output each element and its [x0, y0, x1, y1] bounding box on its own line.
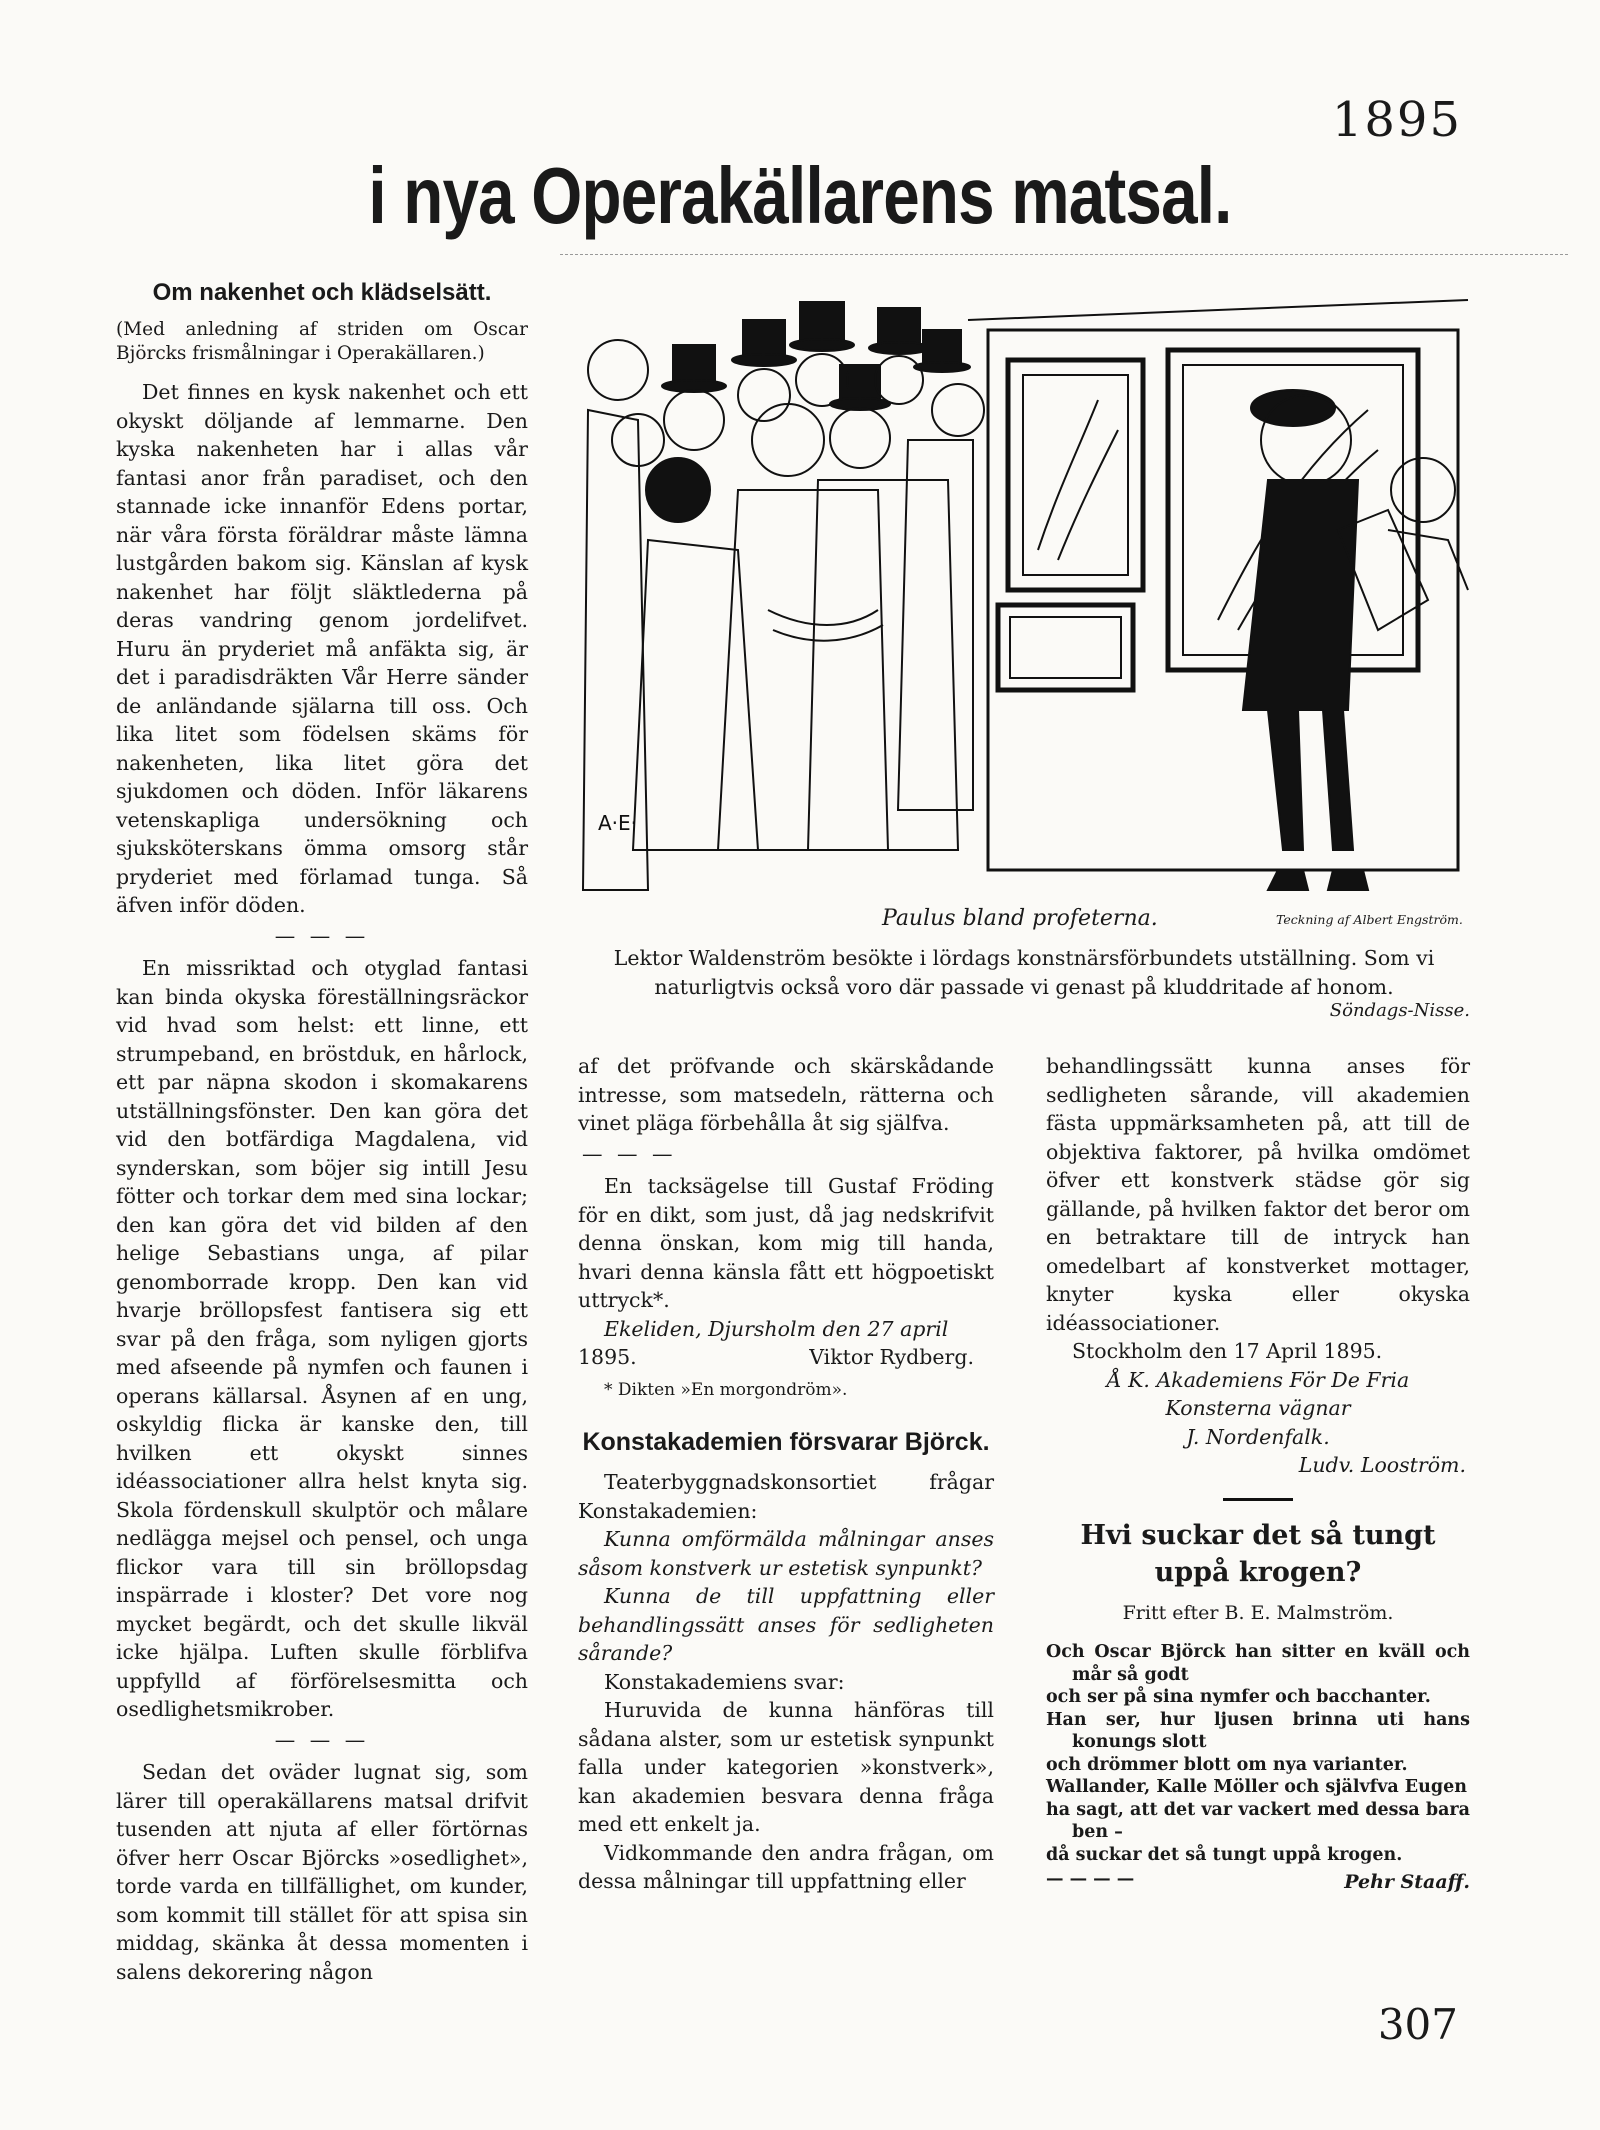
middle-footnote: * Dikten »En morgondröm».	[604, 1379, 848, 1400]
middle-question-2: Kunna de till uppfattning eller behandlingssätt anses för sedligheten sårande?	[578, 1584, 994, 1665]
poem-subtitle: Fritt efter B. E. Malmström.	[1122, 1601, 1394, 1624]
right-sign-2: Konsterna vägnar	[1165, 1396, 1351, 1420]
framed-painting-left	[1008, 360, 1143, 590]
poem-end-dashes: — — — —	[1046, 1869, 1135, 1889]
poem-line: och drömmer blott om nya varianter.	[1046, 1754, 1408, 1775]
right-continuation: behandlingssätt kunna anses för sedligheten sårande, vill akademien fästa uppmärksamheten på, att till de objektiva faktorer, på hvilka omdömet öfver ett konstverk städse gör sig gällande, på hvilken faktor det beror om en betraktare till de intryck han omedelbart af konstverket mottager, knyter kyska eller okyska idéassociationer.	[1046, 1054, 1470, 1335]
poem-line: ha sagt, att det var vackert med dessa bara ben –	[1046, 1799, 1470, 1842]
left-article	[116, 278, 528, 1986]
left-separator-1: — — —	[274, 923, 370, 948]
left-paragraph-3: Sedan det oväder lugnat sig, som lärer till operakällarens matsal drifvit tusenden att njuta af eller förtörnas öfver herr Oscar Björcks »osedlighet», torde varda en tillfällighet, om kunder, som kommit till stället för att spisa sin middag, skänka åt dessa momenten i salens dekorering någon	[116, 1760, 528, 1984]
illustration-cartoon	[578, 290, 1470, 905]
middle-thanks: En tacksägelse till Gustaf Fröding för en dikt, som just, då jag nedskrifvit denna önskan, kom mig till handa, hvari denna känsla fått ett högpoetiskt uttryck*.	[578, 1174, 994, 1312]
middle-answer-2: Vidkommande den andra frågan, om dessa målningar till uppfattning eller	[578, 1840, 994, 1893]
illustration-credit: Teckning af Albert Engström.	[1276, 912, 1463, 927]
illustration-source: Söndags-Nisse.	[1329, 1000, 1470, 1021]
middle-answer-label: Konstakademiens svar:	[604, 1669, 845, 1694]
top-divider	[560, 254, 1568, 256]
middle-signature: Viktor Rydberg.	[809, 1345, 974, 1369]
left-paragraph-2: En missriktad och otyglad fantasi kan binda okyska föreställningsräckor vid hvad som helst: ett linne, ett strumpeband, en bröstduk, en hårlock, ett par näpna skodon i skomakarens utställningsfönster. Den kan göra det vid den botfärdiga Magdalena, vid synderskan, som böjer sig intill Jesu fötter och torkar dem med sina lockar; den kan göra det vid bilden af den helige Sebastians unga, af pilar genomborrade kropp. Den kan vid hvarje bröllopsfest fantisera sig ett svar på den fråga, som nyligen gjorts med afseende på nymfen och faunen i operans källarsal. Åsynen af en ung, oskyldig flicka är kanske den, till hvilken ett okyskt sinnes idéassociationer allra helst knyta sig. Skola fördenskull skulptör och målare nedlägga mejsel och pensel, och unga flickor vara till sin bröllopsdag inspärrade i kloster? Det vore nog mycket begärdt, och det skulle likväl icke hjälpa. Luften skulle förblifva uppfylld af förförelsesmitta och osedlighetsmikrober.	[116, 956, 528, 1721]
page-number: 307	[1377, 2000, 1458, 2049]
middle-question-1: Kunna omförmälda målningar anses såsom konstverk ur estetisk synpunkt?	[578, 1527, 994, 1580]
middle-article	[578, 1052, 994, 1896]
right-sign-3: J. Nordenfalk.	[1186, 1424, 1330, 1449]
left-article-subheading: (Med anledning af striden om Oscar Björcks frismålningar i Operakällaren.)	[116, 319, 528, 364]
poem-line: Wallander, Kalle Möller och självfva Eugen	[1046, 1777, 1467, 1797]
middle-separator: — — —	[582, 1141, 677, 1166]
poem-title: Hvi suckar det så tungt uppå krogen?	[1080, 1519, 1436, 1588]
right-dateline: Stockholm den 17 April 1895.	[1072, 1339, 1383, 1363]
right-sign-1: Å K. Akademiens För De Fria	[1106, 1367, 1410, 1392]
illustration-text: Lektor Waldenström besökte i lördags konstnärsförbundets utställning. Som vi naturligtvis också voro där passade vi genast på kluddritade af honom.	[613, 946, 1435, 999]
left-article-heading: Om nakenhet och klädselsätt.	[152, 279, 492, 306]
right-article	[1046, 1052, 1470, 1897]
illustration-caption: Paulus bland profeterna.	[882, 906, 1158, 931]
middle-year-line: 1895.	[578, 1345, 637, 1369]
poem-line: då suckar det så tungt uppå krogen.	[1046, 1844, 1403, 1865]
middle-continuation: af det pröfvande och skärskådande intresse, som matsedeln, rätterna och vinet pläga förbehålla åt sig själfva.	[578, 1054, 994, 1135]
poem-author: Pehr Staaff.	[1344, 1871, 1470, 1893]
poem-line: Han ser, hur ljusen brinna uti hans konungs slott	[1046, 1709, 1470, 1752]
illustration-monogram: A·E·	[598, 811, 638, 835]
page-headline: i nya Operakällarens matsal.	[368, 151, 1232, 240]
poem-line: och ser på sina nymfer och bacchanter.	[1046, 1687, 1431, 1707]
right-sign-4: Ludv. Looström.	[1298, 1453, 1466, 1477]
year-label: 1895	[1331, 92, 1462, 148]
middle-answer-1: Huruvida de kunna hänföras till sådana alster, som ur estetisk synpunkt falla under kategorien »konstverk», kan akademien besvara denna fråga med ett enkelt ja.	[578, 1698, 994, 1836]
middle-intro: Teaterbyggnadskonsortiet frågar Konstakademien:	[578, 1470, 994, 1523]
right-divider	[1223, 1498, 1293, 1501]
left-separator-2: — — —	[274, 1727, 370, 1752]
poem-line: Och Oscar Björck han sitter en kväll och mår så godt	[1046, 1642, 1470, 1685]
middle-place-date: Ekeliden, Djursholm den 27 april	[604, 1316, 949, 1341]
middle-heading2: Konstakademien försvarar Björck.	[582, 1428, 990, 1456]
poem-body	[1046, 1641, 1470, 1866]
left-paragraph-1: Det finnes en kysk nakenhet och ett okyskt döljande af lemmarne. Den kyska nakenheten har i allas vår fantasi anor från paradiset, och den stannade icke innanför Edens portar, när våra första föräldrar måste lämna lustgården bakom sig. Känslan af kysk nakenhet har följt släktlederna på deras vandring genom jordelifvet. Huru än pryderiet må anfäkta sig, är det i paradisdräkten Vår Herre sänder de anländande själarna till oss. Och lika litet som födelsen skäms för nakenheten, lika litet göra det sjukdomen och döden. Inför läkarens vetenskapliga undersökning och sjuksköterskans ömma omsorg står pryderiet med förlamad tunga. Så äfven inför döden.	[116, 380, 528, 917]
